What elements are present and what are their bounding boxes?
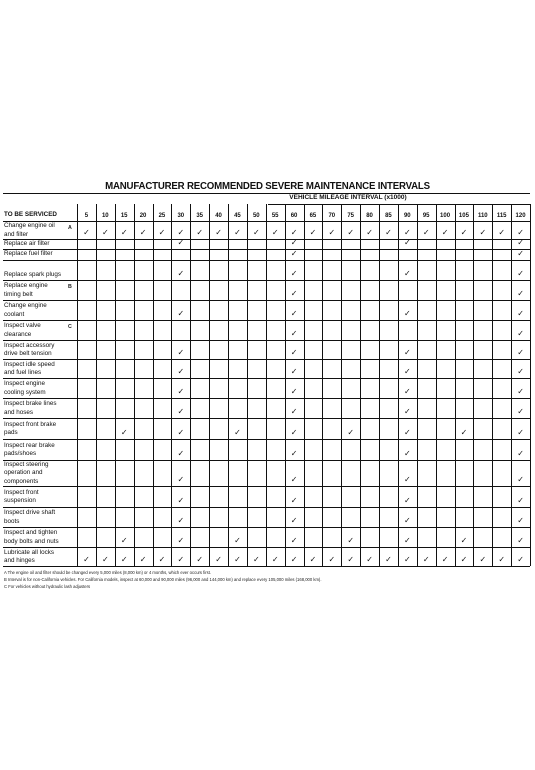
check-mark-icon: ✓ — [83, 228, 90, 237]
check-mark-icon: ✓ — [403, 269, 411, 278]
row-divider — [3, 300, 530, 301]
check-mark-icon: ✓ — [290, 329, 298, 338]
row-divider — [3, 378, 530, 379]
check-mark-icon: ✓ — [517, 387, 524, 396]
interval-header: 5 — [84, 213, 89, 219]
service-label: Inspect rear brake — [4, 441, 55, 449]
check-mark-icon: ✓ — [101, 228, 109, 237]
check-mark-icon: ✓ — [196, 228, 204, 237]
check-mark-icon: ✓ — [158, 555, 166, 564]
check-mark-icon: ✓ — [309, 555, 317, 564]
row-divider — [3, 249, 530, 250]
check-mark-icon: ✓ — [177, 449, 185, 458]
row-divider — [3, 418, 530, 419]
check-mark-icon: ✓ — [385, 555, 392, 564]
header-bottom-border — [3, 221, 530, 222]
check-mark-icon: ✓ — [177, 407, 185, 416]
check-mark-icon: ✓ — [403, 309, 411, 318]
row-divider — [3, 280, 530, 281]
interval-header: 85 — [385, 213, 392, 219]
interval-column-divider — [341, 204, 342, 566]
interval-column-divider — [209, 204, 210, 566]
check-mark-icon: ✓ — [517, 348, 524, 357]
service-label: and filter — [4, 230, 29, 238]
check-mark-icon: ✓ — [422, 228, 430, 237]
check-mark-icon: ✓ — [252, 555, 260, 564]
service-label: coolant — [4, 310, 25, 318]
check-mark-icon: ✓ — [517, 228, 524, 237]
row-divider — [3, 547, 530, 548]
interval-column-divider — [247, 204, 248, 566]
service-label: Inspect idle speed — [4, 360, 55, 368]
interval-column-divider — [379, 204, 380, 566]
check-mark-icon: ✓ — [479, 555, 487, 564]
check-mark-icon: ✓ — [271, 555, 279, 564]
check-mark-icon: ✓ — [139, 228, 147, 237]
check-mark-icon: ✓ — [328, 555, 336, 564]
service-label: Inspect valve — [4, 322, 41, 330]
check-mark-icon: ✓ — [517, 555, 524, 564]
row-divider — [3, 320, 530, 321]
interval-column-divider — [398, 204, 399, 566]
interval-column-divider — [360, 204, 361, 566]
service-label: body bolts and nuts — [4, 537, 59, 545]
check-mark-icon: ✓ — [177, 367, 185, 376]
row-divider — [3, 460, 530, 461]
check-mark-icon: ✓ — [460, 428, 468, 437]
check-mark-icon: ✓ — [234, 428, 241, 437]
check-mark-icon: ✓ — [422, 555, 430, 564]
check-mark-icon: ✓ — [403, 428, 411, 437]
interval-header: 110 — [477, 213, 488, 219]
check-mark-icon: ✓ — [290, 269, 298, 278]
check-mark-icon: ✓ — [290, 407, 298, 416]
interval-column-divider — [492, 204, 493, 566]
check-mark-icon: ✓ — [460, 228, 468, 237]
check-mark-icon: ✓ — [479, 228, 487, 237]
interval-column-divider — [304, 204, 305, 566]
check-mark-icon: ✓ — [290, 536, 298, 545]
check-mark-icon: ✓ — [441, 555, 449, 564]
check-mark-icon: ✓ — [403, 449, 411, 458]
service-label: Replace engine — [4, 282, 48, 290]
interval-header: 15 — [120, 213, 128, 219]
service-label: Inspect drive shaft — [4, 509, 56, 517]
check-mark-icon: ✓ — [347, 428, 355, 437]
interval-column-divider — [171, 204, 172, 566]
check-mark-icon: ✓ — [290, 228, 298, 237]
interval-header: 60 — [290, 213, 298, 219]
interval-header: 75 — [347, 213, 355, 219]
service-label: and fuel lines — [4, 369, 42, 376]
row-divider — [3, 239, 530, 240]
service-label: Inspect and tighten — [4, 529, 58, 537]
row-divider — [3, 486, 530, 487]
check-mark-icon: ✓ — [234, 536, 241, 545]
row-divider — [3, 359, 530, 360]
service-column-header: TO BE SERVICED — [4, 211, 57, 218]
check-mark-icon: ✓ — [441, 228, 449, 237]
row-divider — [3, 527, 530, 528]
check-mark-icon: ✓ — [403, 555, 411, 564]
service-label: suspension — [4, 497, 36, 504]
service-label: pads — [4, 429, 18, 436]
check-mark-icon: ✓ — [517, 407, 524, 416]
check-mark-icon: ✓ — [177, 309, 185, 318]
interval-header: 10 — [101, 213, 109, 219]
interval-column-divider — [228, 204, 229, 566]
interval-column-divider — [285, 204, 286, 566]
check-mark-icon: ✓ — [290, 516, 298, 525]
check-mark-icon: ✓ — [403, 238, 411, 247]
interval-header: 100 — [440, 213, 451, 219]
check-mark-icon: ✓ — [290, 555, 298, 564]
check-mark-icon: ✓ — [177, 516, 185, 525]
check-mark-icon: ✓ — [120, 536, 128, 545]
check-mark-icon: ✓ — [271, 228, 279, 237]
check-mark-icon: ✓ — [120, 228, 128, 237]
service-label: Inspect steering — [4, 460, 49, 468]
service-label: Lubricate all locks — [4, 548, 55, 556]
service-label: cooling system — [4, 388, 46, 396]
check-mark-icon: ✓ — [101, 555, 109, 564]
check-mark-icon: ✓ — [177, 269, 185, 278]
check-mark-icon: ✓ — [517, 516, 524, 525]
service-label: boots — [4, 517, 20, 525]
check-mark-icon: ✓ — [517, 269, 524, 278]
check-mark-icon: ✓ — [517, 536, 524, 545]
interval-column-divider — [96, 204, 97, 566]
check-mark-icon: ✓ — [403, 496, 411, 505]
check-mark-icon: ✓ — [290, 309, 298, 318]
interval-column-divider — [511, 204, 512, 566]
service-label: Change engine — [4, 302, 47, 310]
check-mark-icon: ✓ — [403, 348, 411, 357]
check-mark-icon: ✓ — [290, 238, 298, 247]
row-divider — [3, 260, 530, 261]
check-mark-icon: ✓ — [234, 228, 241, 237]
service-label: timing belt — [4, 290, 33, 298]
check-mark-icon: ✓ — [517, 367, 524, 376]
service-footnote-ref: A — [68, 225, 72, 231]
check-mark-icon: ✓ — [498, 555, 506, 564]
check-mark-icon: ✓ — [196, 555, 204, 564]
check-mark-icon: ✓ — [290, 289, 298, 298]
interval-column-divider — [153, 204, 154, 566]
interval-column-divider — [417, 204, 418, 566]
service-label: and hoses — [4, 408, 34, 416]
check-mark-icon: ✓ — [120, 428, 128, 437]
interval-column-divider — [322, 204, 323, 566]
interval-header: 115 — [496, 213, 507, 219]
service-label: Replace spark plugs — [4, 270, 62, 278]
check-mark-icon: ✓ — [290, 428, 298, 437]
check-mark-icon: ✓ — [498, 228, 506, 237]
check-mark-icon: ✓ — [517, 428, 524, 437]
check-mark-icon: ✓ — [290, 449, 298, 458]
check-mark-icon: ✓ — [403, 387, 411, 396]
check-mark-icon: ✓ — [177, 387, 185, 396]
service-label: drive belt tension — [4, 350, 52, 357]
check-mark-icon: ✓ — [517, 249, 524, 258]
check-mark-icon: ✓ — [460, 536, 468, 545]
check-mark-icon: ✓ — [517, 449, 524, 458]
interval-header: 25 — [158, 213, 166, 219]
interval-header: 40 — [215, 213, 222, 219]
check-mark-icon: ✓ — [366, 555, 373, 564]
interval-column-divider — [115, 204, 116, 566]
check-mark-icon: ✓ — [328, 228, 336, 237]
service-label: and hinges — [4, 557, 35, 564]
interval-header: 30 — [177, 213, 185, 219]
service-label: clearance — [4, 330, 32, 338]
interval-header: 20 — [139, 213, 147, 219]
check-mark-icon: ✓ — [403, 407, 411, 416]
check-mark-icon: ✓ — [290, 348, 298, 357]
check-mark-icon: ✓ — [403, 475, 411, 484]
row-divider — [3, 566, 530, 567]
page-title: MANUFACTURER RECOMMENDED SEVERE MAINTENANCE INTERVALS — [105, 180, 430, 192]
check-mark-icon: ✓ — [347, 555, 355, 564]
check-mark-icon: ✓ — [366, 228, 373, 237]
interval-header: 120 — [515, 213, 526, 219]
table-right-border — [530, 204, 531, 566]
check-mark-icon: ✓ — [177, 428, 185, 437]
service-label: Inspect front brake — [4, 420, 57, 428]
check-mark-icon: ✓ — [120, 555, 128, 564]
interval-header: 70 — [328, 213, 336, 219]
check-mark-icon: ✓ — [139, 555, 147, 564]
footnote-text: B Interval is for non-California vehicles. For California models, inspect at 60,000 and 90,000 miles (96,000 and 144,000 km) and replace every 105,000 miles (168,000 km). — [4, 577, 322, 582]
interval-header: 45 — [234, 213, 241, 219]
check-mark-icon: ✓ — [517, 238, 524, 247]
check-mark-icon: ✓ — [252, 228, 260, 237]
check-mark-icon: ✓ — [403, 536, 411, 545]
interval-header: 90 — [403, 213, 411, 219]
check-mark-icon: ✓ — [177, 496, 185, 505]
check-mark-icon: ✓ — [290, 249, 298, 258]
interval-column-divider — [266, 204, 267, 566]
interval-header: 95 — [422, 213, 430, 219]
interval-column-divider — [134, 204, 135, 566]
interval-header: 55 — [271, 213, 279, 219]
check-mark-icon: ✓ — [517, 475, 524, 484]
check-mark-icon: ✓ — [177, 238, 185, 247]
subtitle-underline — [268, 204, 530, 205]
check-mark-icon: ✓ — [177, 555, 185, 564]
check-mark-icon: ✓ — [177, 228, 185, 237]
check-mark-icon: ✓ — [290, 367, 298, 376]
row-divider — [3, 439, 530, 440]
service-label: components — [4, 477, 39, 485]
service-label: operation and — [4, 469, 43, 477]
check-mark-icon: ✓ — [290, 475, 298, 484]
service-footnote-ref: C — [68, 324, 72, 330]
service-label: Change engine oil — [4, 222, 55, 230]
footnote-text: C For vehicles without hydraulic lash adjusters — [4, 584, 91, 589]
check-mark-icon: ✓ — [215, 555, 222, 564]
interval-column-divider — [473, 204, 474, 566]
interval-header: 50 — [252, 213, 260, 219]
check-mark-icon: ✓ — [403, 367, 411, 376]
interval-column-divider — [436, 204, 437, 566]
check-mark-icon: ✓ — [460, 555, 468, 564]
service-label: Replace air filter — [4, 239, 50, 247]
check-mark-icon: ✓ — [517, 329, 524, 338]
row-divider — [3, 398, 530, 399]
row-divider — [3, 507, 530, 508]
service-label: Inspect front — [4, 488, 39, 496]
mileage-interval-subtitle: VEHICLE MILEAGE INTERVAL (x1000) — [289, 194, 407, 201]
interval-header: 35 — [196, 213, 204, 219]
service-label: pads/shoes — [4, 450, 37, 457]
check-mark-icon: ✓ — [290, 496, 298, 505]
check-mark-icon: ✓ — [290, 387, 298, 396]
service-label: Inspect engine — [4, 380, 45, 388]
service-column-divider — [77, 204, 78, 566]
check-mark-icon: ✓ — [347, 536, 355, 545]
footnote-text: A The engine oil and filter should be changed every 5,000 miles (8,000 km) or 4 months, which ever occurs first. — [4, 570, 212, 575]
check-mark-icon: ✓ — [215, 228, 222, 237]
check-mark-icon: ✓ — [177, 475, 185, 484]
interval-header: 65 — [309, 213, 317, 219]
service-footnote-ref: B — [68, 284, 72, 290]
check-mark-icon: ✓ — [403, 228, 411, 237]
check-mark-icon: ✓ — [403, 516, 411, 525]
check-mark-icon: ✓ — [234, 555, 241, 564]
interval-header: 80 — [366, 213, 373, 219]
check-mark-icon: ✓ — [177, 536, 185, 545]
service-label: Inspect brake lines — [4, 400, 57, 408]
check-mark-icon: ✓ — [177, 348, 185, 357]
check-mark-icon: ✓ — [517, 309, 524, 318]
check-mark-icon: ✓ — [385, 228, 392, 237]
interval-column-divider — [190, 204, 191, 566]
row-divider — [3, 340, 530, 341]
check-mark-icon: ✓ — [347, 228, 355, 237]
check-mark-icon: ✓ — [517, 496, 524, 505]
table-top-border — [3, 193, 530, 194]
interval-header: 105 — [458, 213, 469, 219]
service-label: Inspect accessory — [4, 341, 55, 349]
service-label: Replace fuel filter — [4, 250, 53, 258]
interval-column-divider — [455, 204, 456, 566]
check-mark-icon: ✓ — [309, 228, 317, 237]
check-mark-icon: ✓ — [158, 228, 166, 237]
check-mark-icon: ✓ — [517, 289, 524, 298]
check-mark-icon: ✓ — [83, 555, 90, 564]
